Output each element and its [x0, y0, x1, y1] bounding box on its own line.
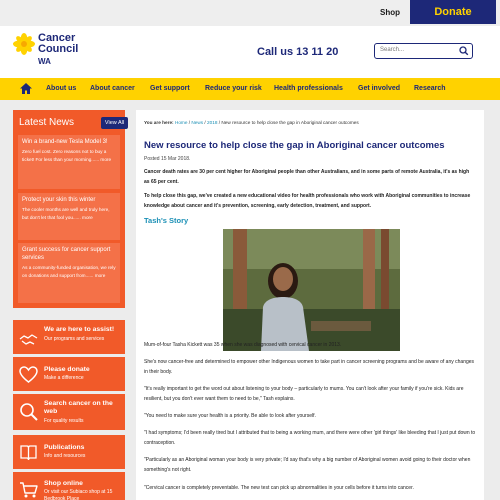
- breadcrumb-year[interactable]: 2018: [207, 120, 218, 125]
- news-item-title[interactable]: Grant success for cancer support services: [22, 247, 111, 261]
- donate-card-title: Please donate: [44, 366, 90, 373]
- breadcrumb: You are here: Home / News / 2018 / New resource to help close the gap in Aboriginal cancer outcomes: [144, 120, 359, 125]
- breadcrumb-news[interactable]: News: [191, 120, 204, 125]
- latest-news-panel: [13, 110, 125, 308]
- site-header: [0, 26, 500, 78]
- nav-research[interactable]: Research: [414, 85, 446, 92]
- publications-card[interactable]: [13, 435, 125, 469]
- body-paragraph: Mum-of-four Tasha Kickett was 35 when she was diagnosed with cervical cancer in 2013.: [144, 342, 342, 348]
- search-web-card-title: Search cancer on the web: [44, 400, 113, 415]
- body-paragraph: "Particularly as an Aboriginal woman your body is very private; I'd say that's why a big number of Aboriginal women avoid going to their doctor when something's not right.: [144, 457, 471, 473]
- daffodil-logo-icon: [13, 33, 35, 55]
- news-item-title[interactable]: Win a brand-new Tesla Model 3!: [22, 139, 108, 145]
- intro-paragraph-2: To help close this gap, we've created a new educational video for health professionals who work with Aboriginal communities to increase knowledge about cancer and it's prevention, screening, early detection, treatment, and support.: [144, 193, 471, 209]
- nav-reduce-your-risk[interactable]: Reduce your risk: [205, 85, 262, 92]
- body-paragraph: "It's really important to get the word out about listening to your body – particularly to mums. You can't look after your family if you're sick. Kids are resilient, but you don't ever want them to need to be," Tash explains.: [144, 386, 464, 402]
- latest-news-title: Latest News: [19, 117, 75, 128]
- book-icon: [18, 442, 39, 463]
- body-paragraph: "Cervical cancer is completely preventable. The new test can pick up abnormalities in your cells before it turns into cancer.: [144, 485, 414, 491]
- body-paragraph: "I had symptoms; I'd been really tired but I attributed that to being a working mum, and there were other 'girl things' like bleeding that I just put down to contraception.: [144, 430, 476, 446]
- hands-icon: [18, 327, 39, 348]
- logo-line-2: Council: [38, 43, 79, 55]
- donate-button[interactable]: Donate: [410, 0, 496, 24]
- news-item[interactable]: [18, 243, 120, 303]
- body-paragraph: "You need to make sure your health is a priority. Be able to look after yourself.: [144, 413, 316, 419]
- logo-line-1: Cancer: [38, 32, 76, 44]
- publications-card-subtitle: Info and resources: [44, 453, 86, 459]
- breadcrumb-current: New resource to help close the gap in Aboriginal cancer outcomes: [221, 120, 359, 125]
- article: [136, 110, 484, 500]
- intro-paragraph: Cancer death rates are 30 per cent higher for Aboriginal people than other Australians, and in some parts of remote Australia, it's as high as 65 per cent.: [144, 169, 470, 185]
- heart-icon: [18, 364, 39, 385]
- view-all-button[interactable]: View All: [101, 117, 128, 129]
- phone-number[interactable]: Call us 13 11 20: [257, 46, 339, 58]
- article-title: New resource to help close the gap in Aboriginal cancer outcomes: [144, 140, 445, 151]
- search-input[interactable]: Search...: [380, 47, 405, 53]
- nav-about-cancer[interactable]: About cancer: [90, 85, 135, 92]
- cancer-council-logo[interactable]: [13, 31, 103, 69]
- search-web-card[interactable]: [13, 394, 125, 430]
- shop-online-card-subtitle: Or visit our Subiaco shop at 15 Bedbrook Place: [44, 489, 113, 500]
- cart-icon: [18, 479, 39, 500]
- tasha-photo: [223, 229, 400, 351]
- publications-card-title: Publications: [44, 444, 85, 451]
- shop-online-card-title: Shop online: [44, 480, 83, 487]
- nav-get-support[interactable]: Get support: [150, 85, 190, 92]
- news-item[interactable]: [18, 135, 120, 189]
- donate-card-subtitle: Make a difference: [44, 375, 84, 381]
- posted-date: Posted 15 Mar 2018.: [144, 156, 191, 162]
- nav-get-involved[interactable]: Get involved: [358, 85, 401, 92]
- breadcrumb-home[interactable]: Home: [174, 120, 188, 125]
- body-paragraph: She's now cancer-free and determined to empower other Indigenous women to take part in cancer screening programs and be aware of any changes in their body.: [144, 359, 475, 375]
- section-heading: Tash's Story: [144, 216, 189, 225]
- search-box[interactable]: [374, 43, 473, 59]
- search-web-card-subtitle: For quality results: [44, 418, 84, 424]
- shop-online-card[interactable]: [13, 472, 125, 500]
- magnifier-icon: [18, 401, 39, 422]
- shop-link[interactable]: Shop: [380, 8, 400, 17]
- assist-card-subtitle: Our programs and services: [44, 336, 105, 342]
- nav-health-professionals[interactable]: Health professionals: [274, 85, 343, 92]
- assist-card[interactable]: [13, 320, 125, 354]
- home-icon[interactable]: [19, 82, 33, 95]
- news-item[interactable]: [18, 193, 120, 240]
- news-item-body: The cooler months are well and truly here, but don't let that fool you...... more: [22, 207, 110, 220]
- utility-bar: [0, 0, 500, 26]
- main-navigation: [0, 78, 500, 100]
- breadcrumb-prefix: You are here:: [144, 120, 174, 125]
- news-item-body: Zero fuel cost. Zero reasons not to buy a ticket! For less than your morning...... more: [22, 149, 112, 162]
- logo-wordmark: [38, 33, 78, 55]
- search-icon[interactable]: [456, 44, 472, 58]
- news-item-title[interactable]: Protect your skin this winter: [22, 197, 96, 203]
- news-item-body: As a community-funded organisation, we rely on donations and support from...... more: [22, 265, 116, 278]
- donate-card[interactable]: [13, 357, 125, 391]
- nav-about-us[interactable]: About us: [46, 85, 77, 92]
- assist-card-title: We are here to assist!: [44, 326, 115, 333]
- logo-region: WA: [38, 57, 51, 66]
